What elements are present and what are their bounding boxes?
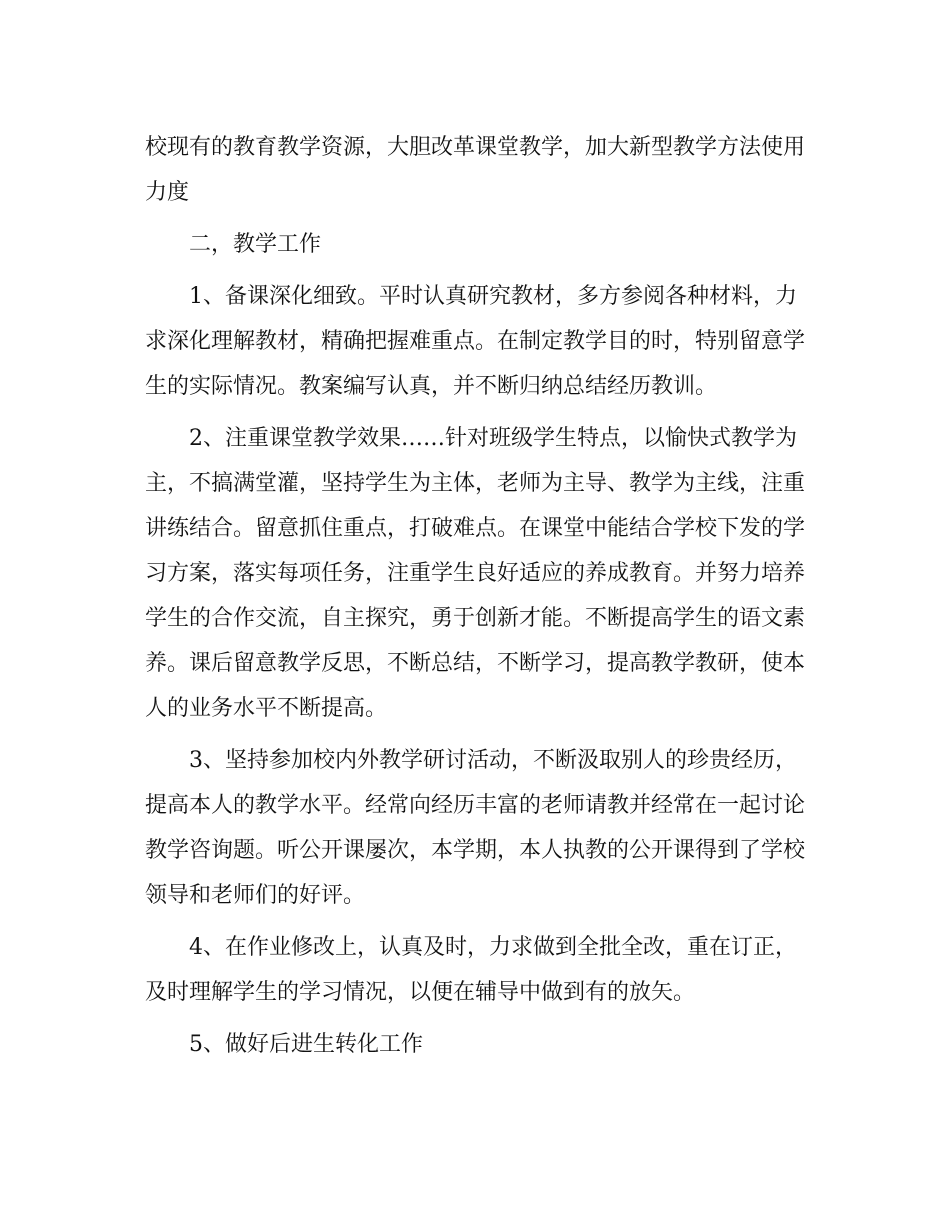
text-line: 2、注重课堂教学效果……针对班级学生特点，以愉快式教学为 xyxy=(189,426,797,451)
text-line: 5、做好后进生转化工作 xyxy=(189,1032,423,1057)
text-line: 学生的合作交流，自主探究，勇于创新才能。不断提高学生的语文素 xyxy=(145,606,806,631)
text-line: 4、在作业修改上，认真及时，力求做到全批全改，重在订正， xyxy=(189,935,797,960)
text-line: 习方案，落实每项任务，注重学生良好适应的养成教育。并努力培养 xyxy=(145,561,806,586)
text-line: 生的实际情况。教案编写认真，并不断归纳总结经历教训。 xyxy=(145,374,718,399)
text-line: 主，不搞满堂灌，坚持学生为主体，老师为主导、教学为主线，注重 xyxy=(145,471,806,496)
text-line: 校现有的教育教学资源，大胆改革课堂教学，加大新型教学方法使用 xyxy=(145,135,806,160)
text-line: 及时理解学生的学习情况，以便在辅导中做到有的放矢。 xyxy=(145,980,696,1005)
text-line: 领导和老师们的好评。 xyxy=(145,883,366,908)
document-body xyxy=(145,125,810,1067)
section-heading: 二，教学工作 xyxy=(189,232,322,257)
text-line: 养。课后留意教学反思，不断总结，不断学习，提高教学教研，使本 xyxy=(145,651,806,676)
text-line: 讲练结合。留意抓住重点，打破难点。在课堂中能结合学校下发的学 xyxy=(145,516,806,541)
text-line: 3、坚持参加校内外教学研讨活动，不断汲取别人的珍贵经历， xyxy=(189,748,797,773)
text-line: 1、备课深化细致。平时认真研究教材，多方参阅各种材料，力 xyxy=(189,284,797,309)
text-line: 力度 xyxy=(145,180,190,205)
text-line: 提高本人的教学水平。经常向经历丰富的老师请教并经常在一起讨论 xyxy=(145,793,806,818)
text-line: 求深化理解教材，精确把握难重点。在制定教学目的时，特别留意学 xyxy=(145,329,806,354)
text-line: 人的业务水平不断提高。 xyxy=(145,696,388,721)
text-line: 教学咨询题。听公开课屡次，本学期，本人执教的公开课得到了学校 xyxy=(145,838,806,863)
